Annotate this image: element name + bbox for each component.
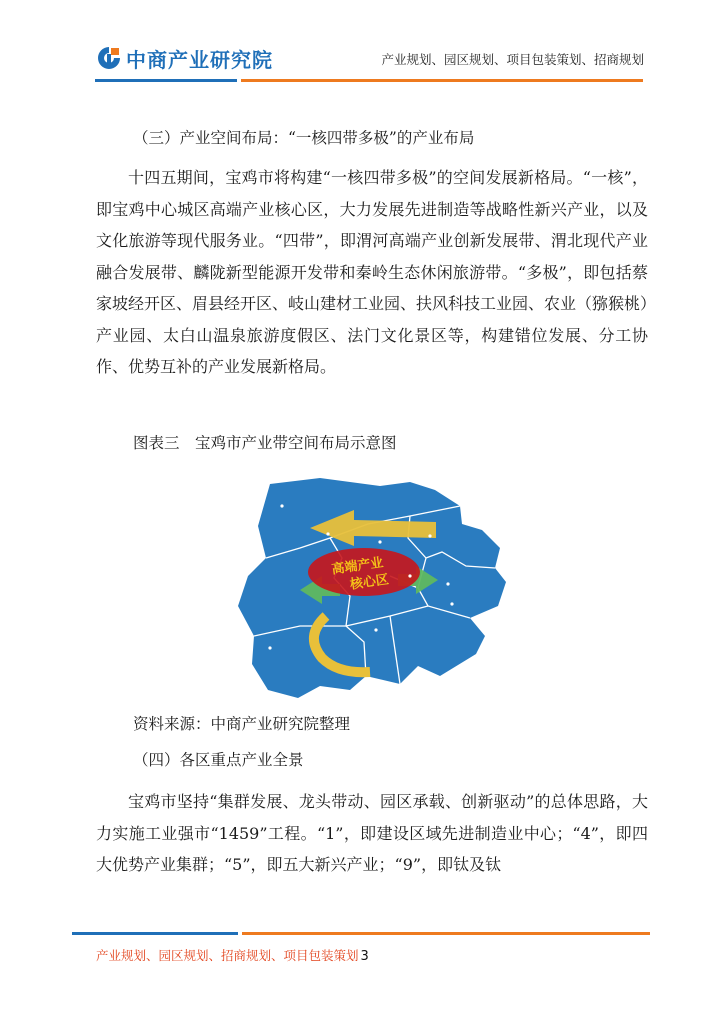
core-label-line2: 核心区 [349,572,390,593]
baoji-industry-map [230,476,572,698]
header-rule-orange [241,79,643,82]
figure-caption: 图表三 宝鸡市产业带空间布局示意图 [133,434,397,452]
page-number: 3 [360,949,369,964]
section3-paragraph: 十四五期间，宝鸡市将构建“一核四带多极”的空间发展新格局。“一核”，即宝鸡中心城区高端产业核心区，大力发展先进制造等战略性新兴产业，以及文化旅游等现代服务业。“四带”，即渭河高端产业创新发展带、渭北现代产业融合发展带、麟陇新型能源开发带和秦岭生态休闲旅游带。“多极”，即包括蔡家坡经开区、眉县经开区、岐山建材工业园、扶风科技工业园、农业（猕猴桃）产业园、太白山温泉旅游度假区、法门文化景区等，构建错位发展、分工协作、优势互补的产业发展新格局。 [96,168,649,376]
zhongshang-logo-icon [96,45,122,71]
core-label-line1: 高端产业 [330,555,385,578]
section4-paragraph: 宝鸡市坚持“集群发展、龙头带动、园区承载、创新驱动”的总体思路，大力实施工业强市“1459”工程。“1”，即建设区域先进制造业中心；“4”，即四大优势产业集群；“5”，即五大新兴产业；“9”，即钛及钛 [96,792,648,874]
figure-source: 资料来源：中商产业研究院整理 [133,715,351,733]
section4-heading: （四）各区重点产业全景 [133,751,304,769]
logo-text: 中商产业研究院 [126,47,273,72]
header-tagline: 产业规划、园区规划、项目包装策划、招商规划 [381,52,644,67]
footer-rule-orange [242,932,650,935]
footer-text: 产业规划、园区规划、招商规划、项目包装策划 [96,948,359,963]
footer-rule-blue [72,932,238,935]
company-logo [96,44,273,72]
section3-heading: （三）产业空间布局：“一核四带多极”的产业布局 [133,129,475,147]
footer [96,946,369,964]
header-rule-blue [95,79,237,82]
